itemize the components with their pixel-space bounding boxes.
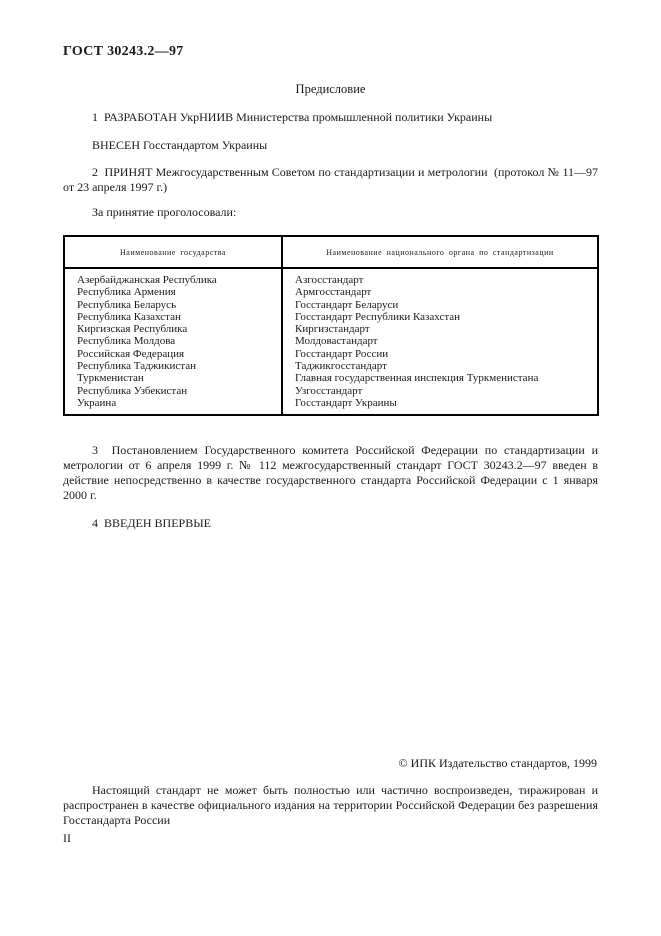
body-cell: Азгосстандарт xyxy=(295,274,364,286)
body-cell: Госстандарт России xyxy=(295,347,389,360)
paragraph-accepted: 2 ПРИНЯТ Межгосударственным Советом по стандартизации и метрологии (протокол № 11—97 от 23 апреля 1997 г.) xyxy=(63,165,598,194)
body-cell: Молдовастандарт xyxy=(295,335,378,348)
country-cell: Республика Таджикистан xyxy=(64,360,282,372)
country-cell: Туркменистан xyxy=(64,372,282,384)
table-header-body: Наименование национального органа по стандартизации xyxy=(282,236,598,268)
body-cell: Главная государственная инспекция Туркменистана xyxy=(295,372,539,385)
country-cell: Киргизская Республика xyxy=(64,323,282,335)
paragraph-submitted: ВНЕСЕН Госстандартом Украины xyxy=(92,138,268,152)
table-row xyxy=(64,268,598,286)
page-number: II xyxy=(63,831,71,845)
country-cell: Республика Казахстан xyxy=(64,311,282,323)
body-cell: Госстандарт Республики Казахстан xyxy=(295,310,461,323)
table-row xyxy=(64,299,598,311)
table-row xyxy=(64,323,598,335)
body-cell: Госстандарт Беларуси xyxy=(295,298,399,311)
paragraph-decree: 3 Постановлением Государственного комитета Российской Федерации по стандартизации и метрологии от 6 апреля 1999 г. № 112 межгосударственный стандарт ГОСТ 30243.2—97 введен в действие непосредственно в качестве государственного стандарта Российской Федерации с 1 января 2000 г. xyxy=(63,443,598,503)
copyright-line: © ИПК Издательство стандартов, 1999 xyxy=(398,756,597,770)
table-row xyxy=(64,360,598,372)
table-row xyxy=(64,335,598,347)
vote-table xyxy=(63,235,599,416)
table-row xyxy=(64,397,598,415)
country-cell: Республика Армения xyxy=(64,286,282,298)
country-cell: Республика Беларусь xyxy=(64,299,282,311)
body-cell: Таджикгосстандарт xyxy=(295,360,387,373)
table-row xyxy=(64,286,598,298)
country-cell: Республика Узбекистан xyxy=(64,385,282,397)
country-cell: Республика Молдова xyxy=(64,335,282,347)
paragraph-developed: 1 РАЗРАБОТАН УкрНИИВ Министерства промышленной политики Украины xyxy=(92,110,493,124)
body-cell: Армгосстандарт xyxy=(295,286,372,299)
legal-notice: Настоящий стандарт не может быть полностью или частично воспроизведен, тиражирован и распространен в качестве официального издания на территории Российской Федерации без разрешения Госстандарта России xyxy=(63,783,598,827)
table-header-country: Наименование государства xyxy=(64,236,282,268)
country-cell: Украина xyxy=(64,397,282,415)
table-row xyxy=(64,385,598,397)
paragraph-first-introduced: 4 ВВЕДЕН ВПЕРВЫЕ xyxy=(92,516,211,531)
paragraph-voted: За принятие проголосовали: xyxy=(92,205,237,219)
body-cell: Киргизстандарт xyxy=(295,323,370,336)
table-header-row xyxy=(64,236,598,268)
body-cell: Госстандарт Украины xyxy=(295,396,397,409)
table-row xyxy=(64,372,598,384)
doc-code: ГОСТ 30243.2—97 xyxy=(63,44,184,59)
table-row xyxy=(64,348,598,360)
country-cell: Российская Федерация xyxy=(64,348,282,360)
body-cell: Узгосстандарт xyxy=(295,384,363,397)
table-row xyxy=(64,311,598,323)
page-title: Предисловие xyxy=(295,82,366,96)
country-cell: Азербайджанская Республика xyxy=(64,268,282,286)
